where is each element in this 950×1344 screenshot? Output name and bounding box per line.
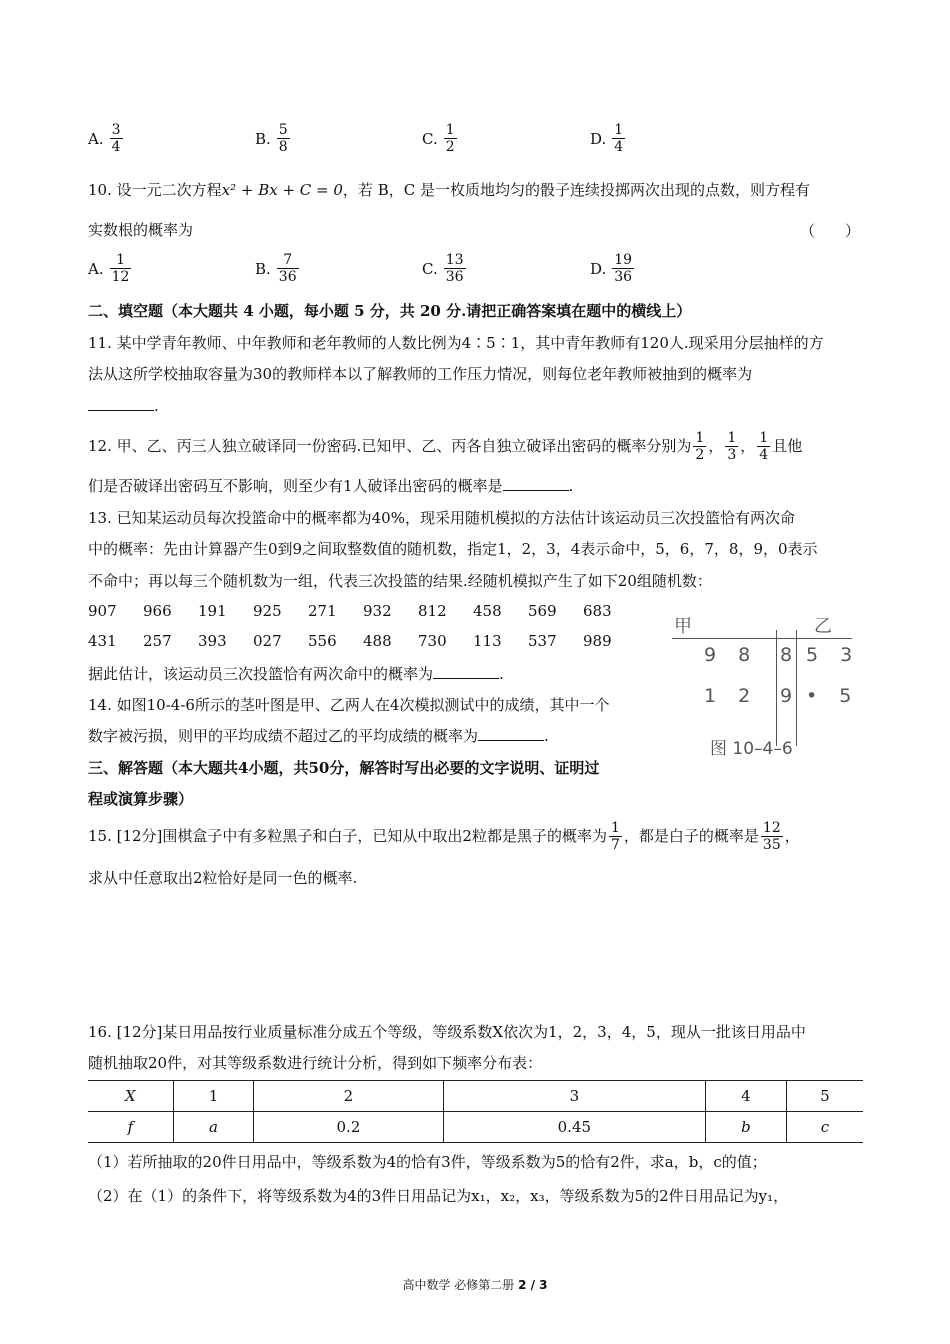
q15-line1: 15. [12分]围棋盒子中有多粒黑子和白子，已知从中取出2粒都是黑子的概率为 $\frac{1}{7}$ ，都是白子的概率是 $\frac{12}{35}$ ， (88, 819, 800, 853)
q9-option-c: C. $\frac{1}{2}$ (422, 122, 455, 155)
table-row (88, 1081, 863, 1112)
q14-line1: 14. 如图10-4-6所示的茎叶图是甲、乙两人在4次模拟测试中的成绩，其中一个 (88, 696, 610, 714)
stem-leaf-header-left: 甲 (674, 616, 692, 637)
frequency-table (88, 1080, 863, 1143)
stem-leaf-figure (668, 612, 861, 762)
table-cell: 0.2 (254, 1112, 444, 1143)
q9-option-d: D. $\frac{1}{4}$ (590, 122, 624, 155)
q13-random-row-1: 907 966 191 925 271 932 812 458 569 683 (88, 602, 612, 620)
q13-line1: 13. 已知某运动员每次投篮命中的概率都为40%，现采用随机模拟的方法估计该运动员三次投篮恰有两次命 (88, 509, 795, 527)
table-cell: c (786, 1112, 863, 1143)
q10-line1: 10. 设一元二次方程x² + Bx + C = 0，若 B，C 是一枚质地均匀的骰子连续投掷两次出现的点数，则方程有 (88, 181, 810, 199)
table-cell: f (88, 1112, 173, 1143)
q10-answer-paren: （ ） (800, 222, 861, 240)
table-cell: 1 (173, 1081, 253, 1112)
section3-title-line2: 程或演算步骤） (88, 790, 194, 808)
footer-page-number: 2 / 3 (518, 1278, 548, 1292)
table-cell: a (173, 1112, 253, 1143)
table-cell: X (88, 1081, 173, 1112)
q11-line3: . (88, 396, 159, 416)
stem-leaf-row2-right: • 5 (806, 685, 860, 707)
q9-option-a: A. $\frac{3}{4}$ (88, 122, 121, 155)
stem-leaf-caption: 图 10–4–6 (710, 739, 793, 759)
table-cell: 5 (786, 1081, 863, 1112)
q16-line1: 16. [12分]某日用品按行业质量标准分成五个等级，等级系数X依次为1，2，3，4，5，现从一批该日用品中 (88, 1023, 806, 1041)
page-footer (0, 1276, 950, 1293)
table-row (88, 1112, 863, 1143)
q13-line-end: 据此估计，该运动员三次投篮恰有两次命中的概率为 . (88, 665, 504, 683)
q14-line2: 数字被污损，则甲的平均成绩不超过乙的平均成绩的概率为 . (88, 727, 549, 745)
stem-leaf-row2-left: 1 2 (704, 685, 759, 707)
q12-line1: 12. 甲、乙、丙三人独立破译同一份密码.已知甲、乙、丙各自独立破译出密码的概率分别为 $\frac{1}{2}$ ， $\frac{1}{3}$ ， $\frac{1}{4}$ 且他 (88, 429, 803, 463)
q16-line2: 随机抽取20件，对其等级系数进行统计分析，得到如下频率分布表： (88, 1054, 543, 1072)
q13-line2: 中的概率：先由计算器产生0到9之间取整数值的随机数，指定1，2，3，4表示命中，5，6，7，8，9，0表示 (88, 540, 818, 558)
q10-equation: x² + Bx + C = 0 (221, 181, 343, 199)
q14-answer-blank[interactable] (478, 727, 544, 741)
q11-line1: 11. 某中学青年教师、中年教师和老年教师的人数比例为4∶5∶1，其中青年教师有120人.现采用分层抽样的方 (88, 334, 824, 352)
q13-answer-blank[interactable] (433, 665, 499, 679)
q10-option-b: B. $\frac{7}{36}$ (255, 252, 297, 285)
q12-answer-blank[interactable] (503, 477, 569, 491)
table-cell: b (706, 1112, 787, 1143)
q10-option-c: C. $\frac{13}{36}$ (422, 252, 464, 285)
q9-option-b: B. $\frac{5}{8}$ (255, 122, 288, 155)
stem-leaf-vline-1 (776, 630, 777, 746)
q11-answer-blank[interactable] (88, 397, 154, 411)
q10-option-a: A. $\frac{1}{12}$ (88, 252, 130, 285)
section3-title-line1: 三、解答题（本大题共4小题，共50分，解答时写出必要的文字说明、证明过 (88, 759, 600, 777)
stem-leaf-vline-2 (796, 630, 797, 746)
table-cell: 4 (706, 1081, 787, 1112)
table-cell: 0.45 (443, 1112, 705, 1143)
stem-leaf-header-right: 乙 (814, 616, 832, 637)
footer-text: 高中数学 必修第二册 (402, 1278, 519, 1292)
q10-line2: 实数根的概率为 (88, 221, 194, 239)
q15-line2: 求从中任意取出2粒恰好是同一色的概率. (88, 869, 358, 887)
stem-leaf-row1-stem: 8 (780, 644, 793, 666)
q16-sub2: （2）在（1）的条件下，将等级系数为4的3件日用品记为x₁，x₂，x₃，等级系数为5的2件日用品记为y₁， (88, 1187, 789, 1205)
q16-sub1: （1）若所抽取的20件日用品中，等级系数为4的恰有3件，等级系数为5的恰有2件，求a，b，c的值； (88, 1153, 767, 1171)
stem-leaf-row1-left: 9 8 (704, 644, 759, 666)
q10-option-d: D. $\frac{19}{36}$ (590, 252, 633, 285)
stem-leaf-row1-right: 5 3 (806, 644, 861, 666)
section2-title: 二、填空题（本大题共 4 小题，每小题 5 分，共 20 分.请把正确答案填在题中的横线上） (88, 302, 692, 320)
q13-random-row-2: 431 257 393 027 556 488 730 113 537 989 (88, 632, 612, 650)
table-cell: 3 (443, 1081, 705, 1112)
q11-line2: 法从这所学校抽取容量为30的教师样本以了解教师的工作压力情况，则每位老年教师被抽到的概率为 (88, 365, 753, 383)
q12-line2: 们是否破译出密码互不影响，则至少有1人破译出密码的概率是 . (88, 477, 574, 495)
stem-leaf-row2-stem: 9 (780, 685, 793, 707)
table-cell: 2 (254, 1081, 444, 1112)
stem-leaf-hline (672, 638, 852, 639)
q13-line3: 不命中；再以每三个随机数为一组，代表三次投篮的结果.经随机模拟产生了如下20组随机数： (88, 572, 712, 590)
